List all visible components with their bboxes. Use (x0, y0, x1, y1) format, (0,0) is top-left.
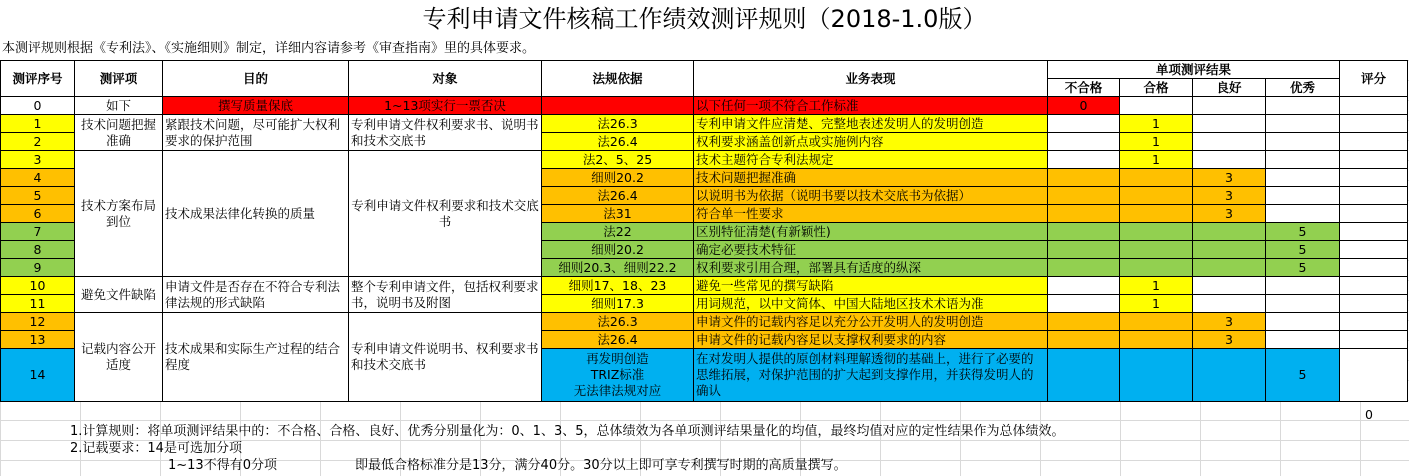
cell-good[interactable]: 3 (1193, 169, 1266, 187)
cell-good[interactable] (1193, 223, 1266, 241)
cell-performance[interactable]: 避免一些常见的撰写缺陷 (694, 277, 1048, 295)
cell-performance[interactable]: 以下任何一项不符合工作标准 (694, 97, 1048, 115)
cell-unqualified[interactable]: 0 (1048, 97, 1120, 115)
cell-object[interactable]: 专利申请文件权利要求书、说明书和技术交底书 (349, 115, 542, 151)
cell-qualified[interactable] (1120, 187, 1193, 205)
footer-rule-3a: 1~13不得有0分项 (168, 458, 277, 473)
cell-good[interactable]: 3 (1193, 187, 1266, 205)
cell-unqualified[interactable] (1048, 295, 1120, 313)
cell-unqualified[interactable] (1048, 331, 1120, 349)
cell-excellent[interactable] (1266, 151, 1340, 169)
cell-score[interactable] (1340, 259, 1408, 277)
cell-good[interactable]: 3 (1193, 205, 1266, 223)
cell-law[interactable]: 法26.4 (542, 331, 694, 349)
cell-unqualified[interactable] (1048, 205, 1120, 223)
header-unqualified[interactable]: 不合格 (1048, 79, 1120, 97)
header-good[interactable]: 良好 (1193, 79, 1266, 97)
cell-unqualified[interactable] (1048, 259, 1120, 277)
cell-object[interactable]: 专利申请文件权利要求和技术交底书 (349, 151, 542, 277)
cell-excellent[interactable] (1266, 133, 1340, 151)
cell-seq[interactable]: 6 (1, 205, 75, 223)
intro-note: 本测评规则根据《专利法》、《实施细则》制定，详细内容请参考《审查指南》里的具体要求。 (0, 38, 1409, 60)
cell-good[interactable] (1193, 349, 1266, 402)
cell-score[interactable] (1340, 97, 1408, 115)
cell-unqualified[interactable] (1048, 313, 1120, 331)
law-line: TRIZ标准 (590, 367, 645, 382)
cell-seq[interactable]: 13 (1, 331, 75, 349)
cell-performance[interactable]: 用词规范，以中文简体、中国大陆地区技术术语为准 (694, 295, 1048, 313)
cell-object[interactable]: 1~13项实行一票否决 (349, 97, 542, 115)
cell-unqualified[interactable] (1048, 223, 1120, 241)
cell-law[interactable]: 法26.4 (542, 187, 694, 205)
law-line: 再发明创造 (586, 351, 649, 366)
cell-qualified[interactable]: 1 (1120, 133, 1193, 151)
cell-performance[interactable]: 在对发明人提供的原创材料理解透彻的基础上，进行了必要的思维拓展，对保护范围的扩大起到支撑作用，并获得发明人的确认 (694, 349, 1048, 402)
cell-law[interactable]: 法26.4 (542, 133, 694, 151)
header-purpose[interactable]: 目的 (163, 61, 349, 97)
cell-item[interactable]: 技术方案布局到位 (75, 151, 163, 277)
total-score[interactable]: 0 (1365, 407, 1373, 422)
header-qualified[interactable]: 合格 (1120, 79, 1193, 97)
cell-purpose[interactable]: 技术成果和实际生产过程的结合程度 (163, 313, 349, 402)
cell-seq[interactable]: 5 (1, 187, 75, 205)
cell-excellent[interactable]: 5 (1266, 259, 1340, 277)
header-object[interactable]: 对象 (349, 61, 542, 97)
header-law[interactable]: 法规依据 (542, 61, 694, 97)
cell-purpose[interactable]: 紧跟技术问题，尽可能扩大权利要求的保护范围 (163, 115, 349, 151)
cell-seq[interactable]: 1 (1, 115, 75, 133)
cell-score[interactable] (1340, 223, 1408, 241)
header-row-1 (1, 61, 1408, 79)
cell-good[interactable] (1193, 133, 1266, 151)
cell-good[interactable] (1193, 277, 1266, 295)
cell-good[interactable] (1193, 259, 1266, 277)
cell-performance[interactable]: 权利要求引用合理，部署具有适度的纵深 (694, 259, 1048, 277)
cell-qualified[interactable]: 1 (1120, 115, 1193, 133)
cell-performance[interactable]: 申请文件的记载内容足以充分公开发明人的发明创造 (694, 313, 1048, 331)
cell-performance[interactable]: 专利申请文件应清楚、完整地表述发明人的发明创造 (694, 115, 1048, 133)
cell-score[interactable] (1340, 133, 1408, 151)
cell-qualified[interactable] (1120, 259, 1193, 277)
cell-qualified[interactable] (1120, 331, 1193, 349)
cell-excellent[interactable] (1266, 187, 1340, 205)
cell-score[interactable] (1340, 313, 1408, 331)
cell-good[interactable] (1193, 115, 1266, 133)
cell-good[interactable] (1193, 295, 1266, 313)
cell-good[interactable] (1193, 97, 1266, 115)
cell-law[interactable]: 细则17、18、23 (542, 277, 694, 295)
cell-excellent[interactable] (1266, 97, 1340, 115)
cell-qualified[interactable]: 1 (1120, 151, 1193, 169)
header-result-group[interactable]: 单项测评结果 (1048, 61, 1340, 79)
cell-unqualified[interactable] (1048, 277, 1120, 295)
cell-item[interactable]: 记载内容公开适度 (75, 313, 163, 402)
cell-unqualified[interactable] (1048, 169, 1120, 187)
cell-seq[interactable]: 9 (1, 259, 75, 277)
cell-object[interactable]: 专利申请文件说明书、权利要求书和技术交底书 (349, 313, 542, 402)
cell-score[interactable] (1340, 205, 1408, 223)
cell-excellent[interactable] (1266, 277, 1340, 295)
cell-seq[interactable]: 14 (1, 349, 75, 402)
cell-seq[interactable]: 11 (1, 295, 75, 313)
cell-qualified[interactable] (1120, 169, 1193, 187)
evaluation-table (0, 60, 1408, 402)
cell-purpose[interactable]: 撰写质量保底 (163, 97, 349, 115)
cell-law[interactable]: 法22 (542, 223, 694, 241)
header-item[interactable]: 测评项 (75, 61, 163, 97)
cell-performance[interactable]: 符合单一性要求 (694, 205, 1048, 223)
table-row (1, 277, 1408, 295)
cell-unqualified[interactable] (1048, 115, 1120, 133)
cell-performance[interactable]: 以说明书为依据（说明书要以技术交底书为依据） (694, 187, 1048, 205)
cell-law[interactable]: 细则20.2 (542, 241, 694, 259)
cell-excellent[interactable]: 5 (1266, 223, 1340, 241)
cell-performance[interactable]: 确定必要技术特征 (694, 241, 1048, 259)
cell-qualified[interactable] (1120, 205, 1193, 223)
cell-law[interactable]: 法26.3 (542, 115, 694, 133)
cell-unqualified[interactable] (1048, 349, 1120, 402)
header-score[interactable]: 评分 (1340, 61, 1408, 97)
sheet-title: 专利申请文件核稿工作绩效测评规则（2018-1.0版） (0, 0, 1409, 38)
cell-item[interactable]: 技术问题把握准确 (75, 115, 163, 151)
cell-score[interactable] (1340, 151, 1408, 169)
cell-law[interactable]: 法2、5、25 (542, 151, 694, 169)
table-row (1, 115, 1408, 133)
cell-law[interactable] (542, 97, 694, 115)
cell-performance[interactable]: 权利要求涵盖创新点或实施例内容 (694, 133, 1048, 151)
cell-unqualified[interactable] (1048, 187, 1120, 205)
cell-excellent[interactable] (1266, 169, 1340, 187)
cell-item[interactable]: 避免文件缺陷 (75, 277, 163, 313)
footer-rule-3b: 即最低合格标准分是13分，满分40分。30分以上即可享专利撰写时期的高质量撰写。 (355, 458, 847, 473)
cell-law[interactable]: 细则20.3、细则22.2 (542, 259, 694, 277)
cell-qualified[interactable] (1120, 241, 1193, 259)
cell-item[interactable]: 如下 (75, 97, 163, 115)
cell-law[interactable]: 法31 (542, 205, 694, 223)
cell-good[interactable]: 3 (1193, 313, 1266, 331)
cell-score[interactable] (1340, 277, 1408, 295)
cell-seq[interactable]: 10 (1, 277, 75, 295)
cell-good[interactable]: 3 (1193, 331, 1266, 349)
cell-performance[interactable]: 技术主题符合专利法规定 (694, 151, 1048, 169)
cell-purpose[interactable]: 申请文件是否存在不符合专利法律法规的形式缺陷 (163, 277, 349, 313)
cell-seq[interactable]: 8 (1, 241, 75, 259)
cell-good[interactable] (1193, 151, 1266, 169)
cell-score[interactable] (1340, 187, 1408, 205)
cell-seq[interactable]: 3 (1, 151, 75, 169)
footer-rule-2: 2.记载要求：14是可选加分项 (70, 441, 242, 456)
cell-qualified[interactable] (1120, 313, 1193, 331)
cell-seq[interactable]: 2 (1, 133, 75, 151)
footer-rule-1: 1.计算规则：将单项测评结果中的：不合格、合格、良好、优秀分别量化为：0、1、3、5，总体绩效为各单项测评结果量化的均值，最终均值对应的定性结果作为总体绩效。 (70, 424, 1065, 439)
header-seq[interactable]: 测评序号 (1, 61, 75, 97)
cell-qualified[interactable] (1120, 223, 1193, 241)
cell-score[interactable] (1340, 349, 1408, 402)
header-performance[interactable]: 业务表现 (694, 61, 1048, 97)
cell-unqualified[interactable] (1048, 151, 1120, 169)
cell-score[interactable] (1340, 169, 1408, 187)
cell-purpose[interactable]: 技术成果法律化转换的质量 (163, 151, 349, 277)
cell-performance[interactable]: 区别特征清楚(有新颖性) (694, 223, 1048, 241)
cell-qualified[interactable] (1120, 97, 1193, 115)
cell-score[interactable] (1340, 241, 1408, 259)
cell-law[interactable]: 细则20.2 (542, 169, 694, 187)
cell-excellent[interactable] (1266, 313, 1340, 331)
cell-excellent[interactable]: 5 (1266, 241, 1340, 259)
cell-excellent[interactable]: 5 (1266, 349, 1340, 402)
cell-qualified[interactable] (1120, 349, 1193, 402)
cell-seq[interactable]: 7 (1, 223, 75, 241)
cell-performance[interactable]: 申请文件的记载内容足以支撑权利要求的内容 (694, 331, 1048, 349)
cell-excellent[interactable] (1266, 205, 1340, 223)
cell-score[interactable] (1340, 115, 1408, 133)
cell-seq[interactable]: 0 (1, 97, 75, 115)
table-row (1, 313, 1408, 331)
table-row (1, 151, 1408, 169)
cell-seq[interactable]: 12 (1, 313, 75, 331)
cell-unqualified[interactable] (1048, 133, 1120, 151)
header-excellent[interactable]: 优秀 (1266, 79, 1340, 97)
cell-object[interactable]: 整个专利申请文件，包括权利要求书，说明书及附图 (349, 277, 542, 313)
cell-good[interactable] (1193, 241, 1266, 259)
cell-unqualified[interactable] (1048, 241, 1120, 259)
cell-score[interactable] (1340, 295, 1408, 313)
cell-seq[interactable]: 4 (1, 169, 75, 187)
table-row (1, 97, 1408, 115)
cell-law[interactable]: 法26.3 (542, 313, 694, 331)
cell-law[interactable] (542, 349, 694, 402)
cell-excellent[interactable] (1266, 295, 1340, 313)
cell-qualified[interactable]: 1 (1120, 277, 1193, 295)
cell-performance[interactable]: 技术问题把握准确 (694, 169, 1048, 187)
cell-excellent[interactable] (1266, 115, 1340, 133)
cell-excellent[interactable] (1266, 331, 1340, 349)
law-line: 无法律法规对应 (573, 383, 662, 398)
cell-law[interactable]: 细则17.3 (542, 295, 694, 313)
cell-score[interactable] (1340, 331, 1408, 349)
cell-qualified[interactable]: 1 (1120, 295, 1193, 313)
